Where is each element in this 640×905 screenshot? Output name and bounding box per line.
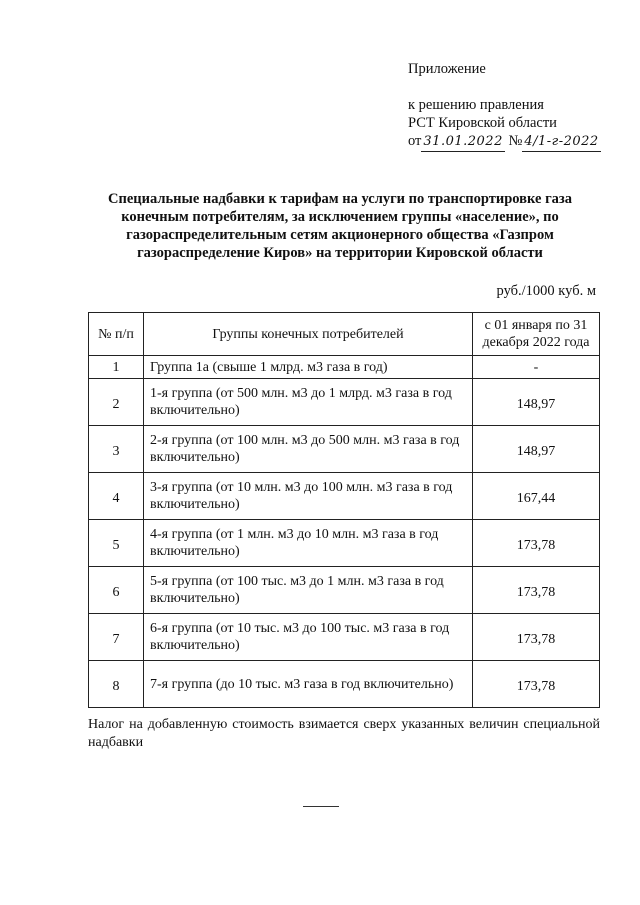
row-group: 2-я группа (от 100 млн. м3 до 500 млн. м3 газа в год включительно)	[144, 426, 473, 473]
header-group: Группы конечных потребителей	[144, 313, 473, 356]
units-label: руб./1000 куб. м	[496, 283, 596, 299]
decision-date: 31.01.2022	[421, 133, 504, 152]
row-number: 8	[89, 661, 144, 708]
row-value: 148,97	[473, 379, 600, 426]
appendix-block	[408, 60, 601, 152]
row-number: 5	[89, 520, 144, 567]
row-value: 148,97	[473, 426, 600, 473]
row-number: 6	[89, 567, 144, 614]
row-value: 173,78	[473, 661, 600, 708]
footer-divider	[303, 806, 339, 807]
row-group: Группа 1а (свыше 1 млрд. м3 газа в год)	[144, 356, 473, 379]
row-number: 4	[89, 473, 144, 520]
row-value: -	[473, 356, 600, 379]
number-prefix: №	[508, 133, 523, 149]
table-row	[89, 356, 600, 379]
vat-note: Налог на добавленную стоимость взимается сверх указанных величин специальной надбавки	[88, 717, 600, 750]
date-prefix: от	[408, 133, 422, 149]
row-group: 3-я группа (от 10 млн. м3 до 100 млн. м3 газа в год включительно)	[144, 473, 473, 520]
appendix-date-number-line	[408, 132, 601, 152]
row-value: 173,78	[473, 567, 600, 614]
table-row	[89, 520, 600, 567]
appendix-heading: Приложение	[408, 61, 486, 77]
row-value: 173,78	[473, 614, 600, 661]
row-group: 1-я группа (от 500 млн. м3 до 1 млрд. м3 газа в год включительно)	[144, 379, 473, 426]
table-row	[89, 426, 600, 473]
row-number: 1	[89, 356, 144, 379]
row-group: 5-я группа (от 100 тыс. м3 до 1 млн. м3 газа в год включительно)	[144, 567, 473, 614]
appendix-decision-line: к решению правления	[408, 97, 544, 113]
table-row	[89, 567, 600, 614]
row-number: 7	[89, 614, 144, 661]
row-value: 173,78	[473, 520, 600, 567]
header-number: № п/п	[89, 313, 144, 356]
row-group: 7-я группа (до 10 тыс. м3 газа в год включительно)	[144, 661, 473, 708]
header-period: с 01 января по 31 декабря 2022 года	[473, 313, 600, 356]
table-header-row	[89, 313, 600, 356]
row-number: 2	[89, 379, 144, 426]
row-group: 4-я группа (от 1 млн. м3 до 10 млн. м3 газа в год включительно)	[144, 520, 473, 567]
row-value: 167,44	[473, 473, 600, 520]
row-number: 3	[89, 426, 144, 473]
table-row	[89, 473, 600, 520]
table-row	[89, 614, 600, 661]
table-row	[89, 661, 600, 708]
decision-number: 4/1-г-2022	[522, 133, 600, 152]
document-title: Специальные надбавки к тарифам на услуги по транспортировке газа конечным потребителям, за исключением группы «население», по газораспределительным сетям акционерного общества «Газпром газораспределение Киров» на территории Кировской области	[108, 191, 572, 261]
appendix-authority-line: РСТ Кировской области	[408, 115, 557, 131]
tariff-table	[88, 312, 600, 708]
table-row	[89, 379, 600, 426]
row-group: 6-я группа (от 10 тыс. м3 до 100 тыс. м3 газа в год включительно)	[144, 614, 473, 661]
